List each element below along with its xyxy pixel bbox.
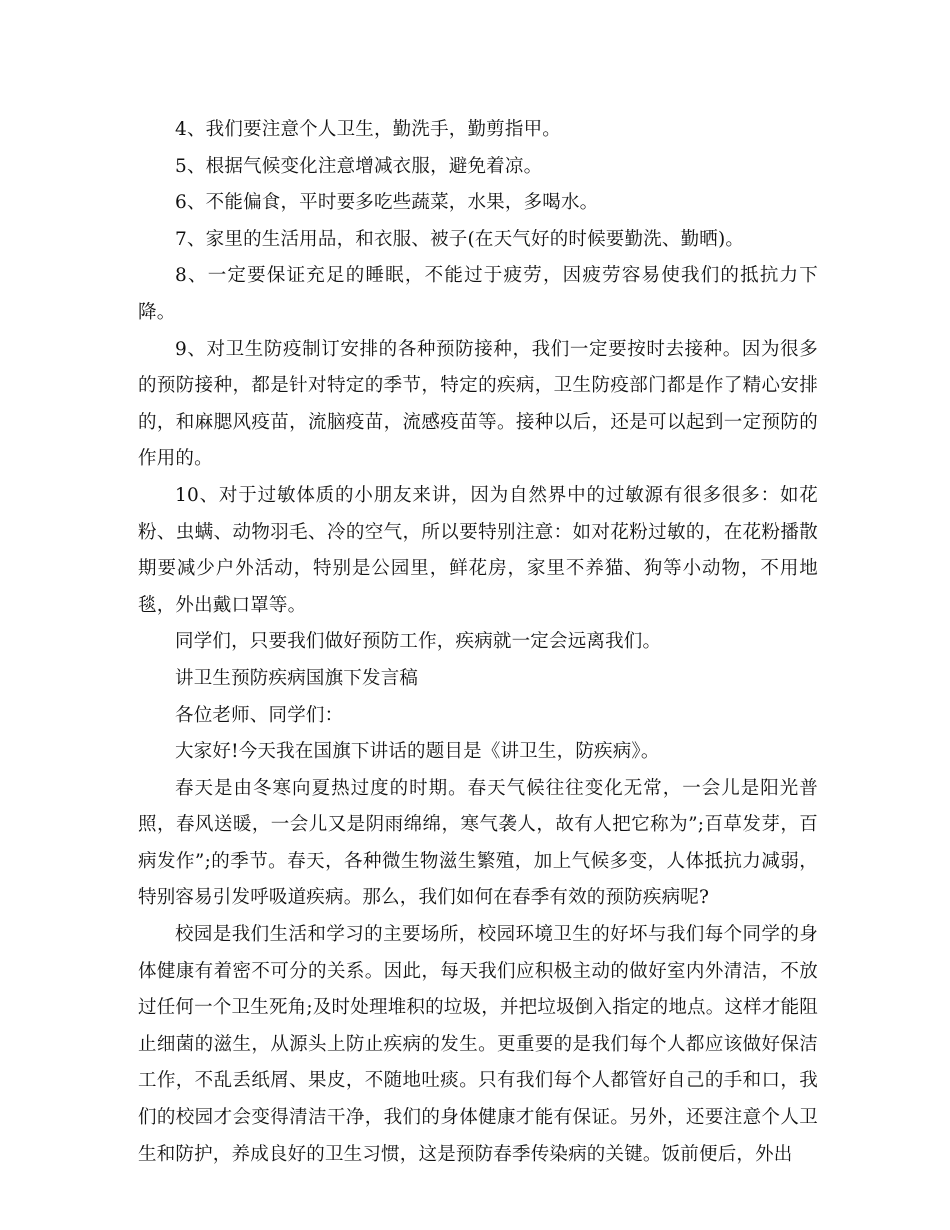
speech-title: 讲卫生预防疾病国旗下发言稿 — [175, 667, 419, 689]
paragraph-vaccination: 9、对卫生防疫制订安排的各种预防接种，我们一定要按时去接种。因为很多的预防接种，都是针对特定的季节，特定的疾病，卫生防疫部门都是作了精心安排的，和麻腮风疫苗，流脑疫苗，流感疫苗等。接种以后，还是可以起到一定预防的作用的。 — [138, 338, 818, 470]
speech-greeting: 大家好!今天我在国旗下讲话的题目是《讲卫生，防疾病》。 — [175, 741, 660, 763]
paragraph-allergy: 10、对于过敏体质的小朋友来讲，因为自然界中的过敏源有很多很多：如花粉、虫螨、动物羽毛、冷的空气，所以要特别注意：如对花粉过敏的，在花粉播散期要减少户外活动，特别是公园里，鲜花房，家里不养猫、狗等小动物，不用地毯，外出戴口罩等。 — [138, 484, 818, 616]
speech-salutation: 各位老师、同学们： — [175, 704, 344, 726]
document-body — [138, 112, 818, 1173]
paragraph-household-items: 7、家里的生活用品，和衣服、被子(在天气好的时候要勤洗、勤晒)。 — [175, 228, 745, 250]
paragraph-campus: 校园是我们生活和学习的主要场所，校园环境卫生的好坏与我们每个同学的身体健康有着密不可分的关系。因此，每天我们应积极主动的做好室内外清洁，不放过任何一个卫生死角;及时处理堆积的垃圾，并把垃圾倒入指定的地点。这样才能阻止细菌的滋生，从源头上防止疾病的发生。更重要的是我们每个人都应该做好保洁工作，不乱丢纸屑、果皮，不随地吐痰。只有我们每个人都管好自己的手和口，我们的校园才会变得清洁干净，我们的身体健康才能有保证。另外，还要注意个人卫生和防护，养成良好的卫生习惯，这是预防春季传染病的关键。饭前便后，外出 — [138, 924, 818, 1165]
paragraph-conclusion: 同学们，只要我们做好预防工作，疾病就一定会远离我们。 — [175, 631, 662, 653]
paragraph-sleep: 8、一定要保证充足的睡眠，不能过于疲劳，因疲劳容易使我们的抵抗力下降。 — [138, 265, 818, 323]
paragraph-hygiene: 4、我们要注意个人卫生，勤洗手，勤剪指甲。 — [175, 119, 561, 140]
paragraph-diet: 6、不能偏食，平时要多吃些蔬菜，水果，多喝水。 — [175, 192, 599, 214]
paragraph-spring: 春天是由冬寒向夏热过度的时期。春天气候往往变化无常，一会儿是阳光普照，春风送暖，一会儿又是阴雨绵绵，寒气袭人，故有人把它称为”;百草发芽，百病发作”;的季节。春天，各种微生物滋生繁殖，加上气候多变，人体抵抗力减弱，特别容易引发呼吸道疾病。那么，我们如何在春季有效的预防疾病呢? — [138, 777, 818, 909]
paragraph-clothing: 5、根据气候变化注意增减衣服，避免着凉。 — [175, 155, 543, 177]
